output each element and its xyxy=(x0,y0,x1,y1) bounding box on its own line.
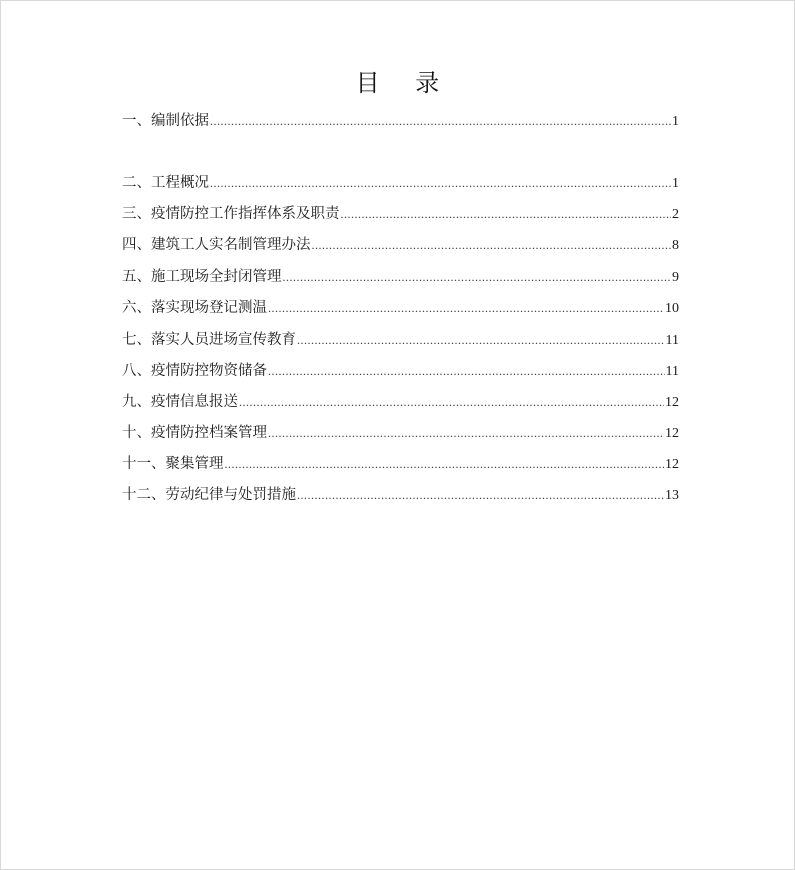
toc-entry[interactable] xyxy=(122,234,679,256)
toc-entry-page: 2 xyxy=(672,207,679,222)
toc-entry-label: 五、施工现场全封闭管理 xyxy=(122,269,282,285)
toc-entry-page: 10 xyxy=(665,301,679,316)
toc-dot-leader xyxy=(312,234,672,256)
toc-entry-label: 一、编制依据 xyxy=(122,113,209,129)
toc-entry-page: 1 xyxy=(672,176,679,191)
toc-dot-leader xyxy=(268,422,664,444)
toc-entry[interactable] xyxy=(122,484,679,506)
toc-entry-page: 1 xyxy=(672,114,679,129)
toc-entry[interactable] xyxy=(122,110,679,132)
toc-entry[interactable] xyxy=(122,360,679,382)
toc-dot-leader xyxy=(268,297,664,319)
toc-entry-label: 三、疫情防控工作指挥体系及职责 xyxy=(122,206,340,222)
toc-entry[interactable] xyxy=(122,329,679,351)
toc-entry[interactable] xyxy=(122,203,679,225)
toc-dot-leader xyxy=(225,453,665,475)
toc-entry-label: 六、落实现场登记测温 xyxy=(122,300,267,316)
toc-entry[interactable] xyxy=(122,266,679,288)
toc-entry-page: 11 xyxy=(665,333,679,348)
toc-dot-leader xyxy=(341,203,672,225)
toc-dot-leader xyxy=(239,391,664,413)
toc-entry-label: 十一、聚集管理 xyxy=(122,456,224,472)
toc-entry[interactable] xyxy=(122,297,679,319)
toc-dot-leader xyxy=(297,329,665,351)
toc-entry-label: 七、落实人员进场宣传教育 xyxy=(122,332,296,348)
toc-entry-page: 13 xyxy=(665,488,679,503)
toc-entry[interactable] xyxy=(122,391,679,413)
toc-entry[interactable] xyxy=(122,453,679,475)
toc-dot-leader xyxy=(210,172,671,194)
toc-entry-label: 四、建筑工人实名制管理办法 xyxy=(122,237,311,253)
toc-entry-page: 12 xyxy=(665,426,679,441)
toc-entry-page: 12 xyxy=(665,457,679,472)
toc-entry-label: 二、工程概况 xyxy=(122,175,209,191)
toc-entry-label: 九、疫情信息报送 xyxy=(122,394,238,410)
toc-dot-leader xyxy=(283,266,672,288)
toc-entry-label: 八、疫情防控物资储备 xyxy=(122,363,267,379)
toc-entry-label: 十二、劳动纪律与处罚措施 xyxy=(122,487,296,503)
toc-entry-page: 12 xyxy=(665,395,679,410)
page-title: 目 录 xyxy=(355,69,454,97)
toc-entry[interactable] xyxy=(122,422,679,444)
toc-dot-leader xyxy=(297,484,664,506)
toc-dot-leader xyxy=(210,110,671,132)
toc-entry-page: 8 xyxy=(672,238,679,253)
toc-entry[interactable] xyxy=(122,172,679,194)
toc-dot-leader xyxy=(268,360,665,382)
toc-entry-page: 11 xyxy=(665,364,679,379)
toc-entry-label: 十、疫情防控档案管理 xyxy=(122,425,267,441)
toc-entry-page: 9 xyxy=(672,270,679,285)
